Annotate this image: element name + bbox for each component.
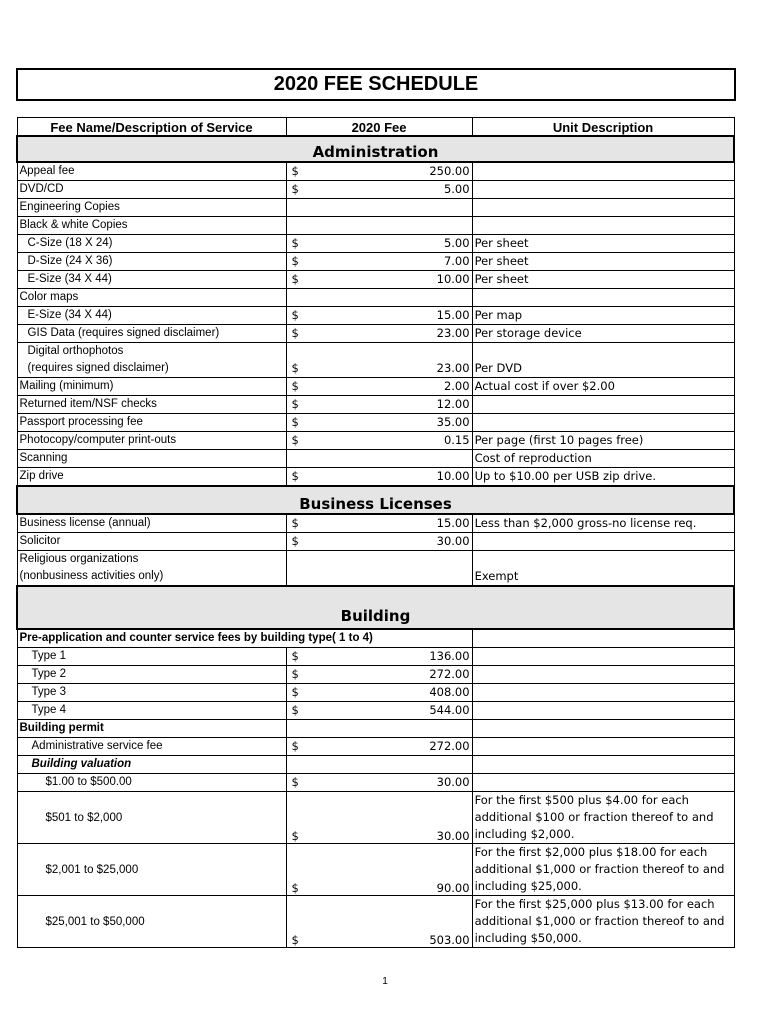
fee-amount (286, 720, 472, 738)
fee-amount (286, 450, 472, 468)
fee-amount (286, 551, 472, 587)
fee-value: 503.00 (429, 933, 470, 947)
fee-amount (286, 289, 472, 307)
table-row (17, 289, 734, 307)
unit-description (472, 396, 734, 414)
section-title: Administration (17, 136, 734, 162)
fee-amount (286, 896, 472, 948)
table-row (17, 720, 734, 738)
unit-description: Less than $2,000 gross-no license req. (472, 514, 734, 533)
fee-value: 12.00 (436, 397, 470, 411)
fee-name: Black & white Copies (17, 217, 286, 235)
fee-value: 30.00 (436, 829, 470, 843)
fee-name: GIS Data (requires signed disclaimer) (17, 325, 286, 343)
fee-value: 23.00 (436, 361, 470, 375)
fee-name: $2,001 to $25,000 (17, 844, 286, 896)
fee-name: Building permit (17, 720, 286, 738)
table-row (17, 684, 734, 702)
fee-name: E-Size (34 X 44) (17, 271, 286, 289)
table-row (17, 702, 734, 720)
fee-amount (286, 378, 472, 396)
table-row (17, 235, 734, 253)
unit-description (472, 666, 734, 684)
unit-description: Per map (472, 307, 734, 325)
currency-symbol: $ (291, 308, 299, 322)
unit-description: Per DVD (472, 343, 734, 378)
unit-description (472, 648, 734, 666)
table-row (17, 307, 734, 325)
table-row (17, 792, 734, 844)
fee-amount (286, 648, 472, 666)
fee-amount (286, 162, 472, 181)
unit-description (472, 162, 734, 181)
unit-description (472, 684, 734, 702)
currency-symbol: $ (291, 272, 299, 286)
fee-table-body (17, 136, 734, 948)
fee-amount (286, 253, 472, 271)
header-name: Fee Name/Description of Service (17, 118, 286, 137)
fee-amount (286, 271, 472, 289)
fee-value: 5.00 (443, 236, 470, 250)
fee-name: Administrative service fee (17, 738, 286, 756)
unit-description: Per storage device (472, 325, 734, 343)
fee-value: 90.00 (436, 881, 470, 895)
unit-description (472, 533, 734, 551)
currency-symbol: $ (291, 182, 299, 196)
fee-name: Zip drive (17, 468, 286, 487)
unit-description (472, 181, 734, 199)
table-row (17, 533, 734, 551)
fee-amount (286, 325, 472, 343)
section-title: Business Licenses (17, 486, 734, 514)
currency-symbol: $ (291, 236, 299, 250)
section-header (17, 586, 734, 629)
unit-description: For the first $2,000 plus $18.00 for each additional $1,000 or fraction thereof to and including $25,000. (472, 844, 734, 896)
currency-symbol: $ (291, 739, 299, 753)
fee-name: D-Size (24 X 36) (17, 253, 286, 271)
unit-description (472, 756, 734, 774)
fee-amount (286, 533, 472, 551)
table-row (17, 253, 734, 271)
fee-name: Appeal fee (17, 162, 286, 181)
fee-name: Engineering Copies (17, 199, 286, 217)
currency-symbol: $ (291, 469, 299, 483)
fee-value: 15.00 (436, 308, 470, 322)
currency-symbol: $ (291, 164, 299, 178)
unit-description (472, 720, 734, 738)
table-row (17, 450, 734, 468)
table-row (17, 514, 734, 533)
fee-amount (286, 468, 472, 487)
unit-description (472, 289, 734, 307)
fee-name: C-Size (18 X 24) (17, 235, 286, 253)
fee-name: Photocopy/computer print-outs (17, 432, 286, 450)
currency-symbol: $ (291, 685, 299, 699)
fee-name: Returned item/NSF checks (17, 396, 286, 414)
fee-value: 544.00 (429, 703, 470, 717)
fee-amount (286, 199, 472, 217)
fee-amount (286, 756, 472, 774)
preapp-heading: Pre-application and counter service fees by building type( 1 to 4) (17, 629, 472, 648)
fee-name: DVD/CD (17, 181, 286, 199)
currency-symbol: $ (291, 397, 299, 411)
document-title: 2020 FEE SCHEDULE (16, 68, 736, 101)
unit-description: Per sheet (472, 253, 734, 271)
currency-symbol: $ (291, 881, 299, 895)
table-row (17, 844, 734, 896)
fee-value: 272.00 (429, 667, 470, 681)
fee-name: Type 2 (17, 666, 286, 684)
header-unit: Unit Description (472, 118, 734, 137)
fee-name: Business license (annual) (17, 514, 286, 533)
currency-symbol: $ (291, 361, 299, 375)
fee-amount (286, 702, 472, 720)
currency-symbol: $ (291, 703, 299, 717)
table-row (17, 343, 734, 378)
table-row (17, 162, 734, 181)
table-row (17, 629, 734, 648)
header-fee: 2020 Fee (286, 118, 472, 137)
fee-value: 136.00 (429, 649, 470, 663)
fee-amount (286, 396, 472, 414)
fee-value: 23.00 (436, 326, 470, 340)
fee-name: Religious organizations (nonbusiness activities only) (17, 551, 286, 587)
fee-name: E-Size (34 X 44) (17, 307, 286, 325)
fee-amount (286, 774, 472, 792)
fee-amount (286, 217, 472, 235)
fee-name: Mailing (minimum) (17, 378, 286, 396)
table-row (17, 414, 734, 432)
unit-description: For the first $500 plus $4.00 for each additional $100 or fraction thereof to and including $2,000. (472, 792, 734, 844)
fee-name: Solicitor (17, 533, 286, 551)
unit-description (472, 629, 734, 648)
page-number: 1 (382, 976, 388, 987)
section-title: Building (17, 586, 734, 629)
fee-value: 250.00 (429, 164, 470, 178)
fee-name: Type 1 (17, 648, 286, 666)
fee-value: 272.00 (429, 739, 470, 753)
fee-value: 7.00 (443, 254, 470, 268)
currency-symbol: $ (291, 933, 299, 947)
fee-amount (286, 235, 472, 253)
fee-name: Scanning (17, 450, 286, 468)
unit-description (472, 702, 734, 720)
unit-description: Actual cost if over $2.00 (472, 378, 734, 396)
table-row (17, 666, 734, 684)
currency-symbol: $ (291, 326, 299, 340)
table-row (17, 325, 734, 343)
fee-amount (286, 432, 472, 450)
fee-value: 30.00 (436, 534, 470, 548)
table-row (17, 378, 734, 396)
table-row (17, 468, 734, 487)
unit-description: For the first $25,000 plus $13.00 for each additional $1,000 or fraction thereof to and including $50,000. (472, 896, 734, 948)
currency-symbol: $ (291, 667, 299, 681)
table-row (17, 217, 734, 235)
unit-description: Per sheet (472, 235, 734, 253)
table-row (17, 271, 734, 289)
fee-amount (286, 307, 472, 325)
table-row (17, 181, 734, 199)
currency-symbol: $ (291, 516, 299, 530)
fee-name: Building valuation (17, 756, 286, 774)
unit-description (472, 217, 734, 235)
fee-name: Type 3 (17, 684, 286, 702)
table-row (17, 756, 734, 774)
unit-description: Per sheet (472, 271, 734, 289)
fee-amount (286, 738, 472, 756)
table-row (17, 738, 734, 756)
unit-description (472, 774, 734, 792)
fee-name: $1.00 to $500.00 (17, 774, 286, 792)
fee-table (16, 117, 735, 948)
unit-description: Up to $10.00 per USB zip drive. (472, 468, 734, 487)
table-row (17, 432, 734, 450)
fee-amount (286, 684, 472, 702)
unit-description (472, 738, 734, 756)
fee-amount (286, 343, 472, 378)
section-header (17, 136, 734, 162)
fee-value: 5.00 (443, 182, 470, 196)
currency-symbol: $ (291, 433, 299, 447)
currency-symbol: $ (291, 829, 299, 843)
currency-symbol: $ (291, 254, 299, 268)
unit-description: Cost of reproduction (472, 450, 734, 468)
fee-name: Type 4 (17, 702, 286, 720)
currency-symbol: $ (291, 649, 299, 663)
fee-amount (286, 181, 472, 199)
fee-value: 15.00 (436, 516, 470, 530)
currency-symbol: $ (291, 415, 299, 429)
table-row (17, 199, 734, 217)
fee-amount (286, 792, 472, 844)
fee-name: $25,001 to $50,000 (17, 896, 286, 948)
header-row (17, 118, 734, 137)
unit-description: Exempt (472, 551, 734, 587)
fee-amount (286, 844, 472, 896)
fee-value: 2.00 (443, 379, 470, 393)
table-row (17, 774, 734, 792)
fee-name: Passport processing fee (17, 414, 286, 432)
fee-name: $501 to $2,000 (17, 792, 286, 844)
fee-amount (286, 414, 472, 432)
table-row (17, 551, 734, 587)
unit-description: Per page (first 10 pages free) (472, 432, 734, 450)
unit-description (472, 414, 734, 432)
fee-name: Color maps (17, 289, 286, 307)
fee-value: 0.15 (443, 433, 470, 447)
fee-value: 30.00 (436, 775, 470, 789)
table-row (17, 648, 734, 666)
table-row (17, 896, 734, 948)
fee-value: 10.00 (436, 272, 470, 286)
currency-symbol: $ (291, 534, 299, 548)
section-header (17, 486, 734, 514)
fee-value: 35.00 (436, 415, 470, 429)
fee-value: 10.00 (436, 469, 470, 483)
fee-amount (286, 514, 472, 533)
fee-amount (286, 666, 472, 684)
table-row (17, 396, 734, 414)
fee-value: 408.00 (429, 685, 470, 699)
fee-name: Digital orthophotos (requires signed disclaimer) (17, 343, 286, 378)
currency-symbol: $ (291, 379, 299, 393)
unit-description (472, 199, 734, 217)
currency-symbol: $ (291, 775, 299, 789)
